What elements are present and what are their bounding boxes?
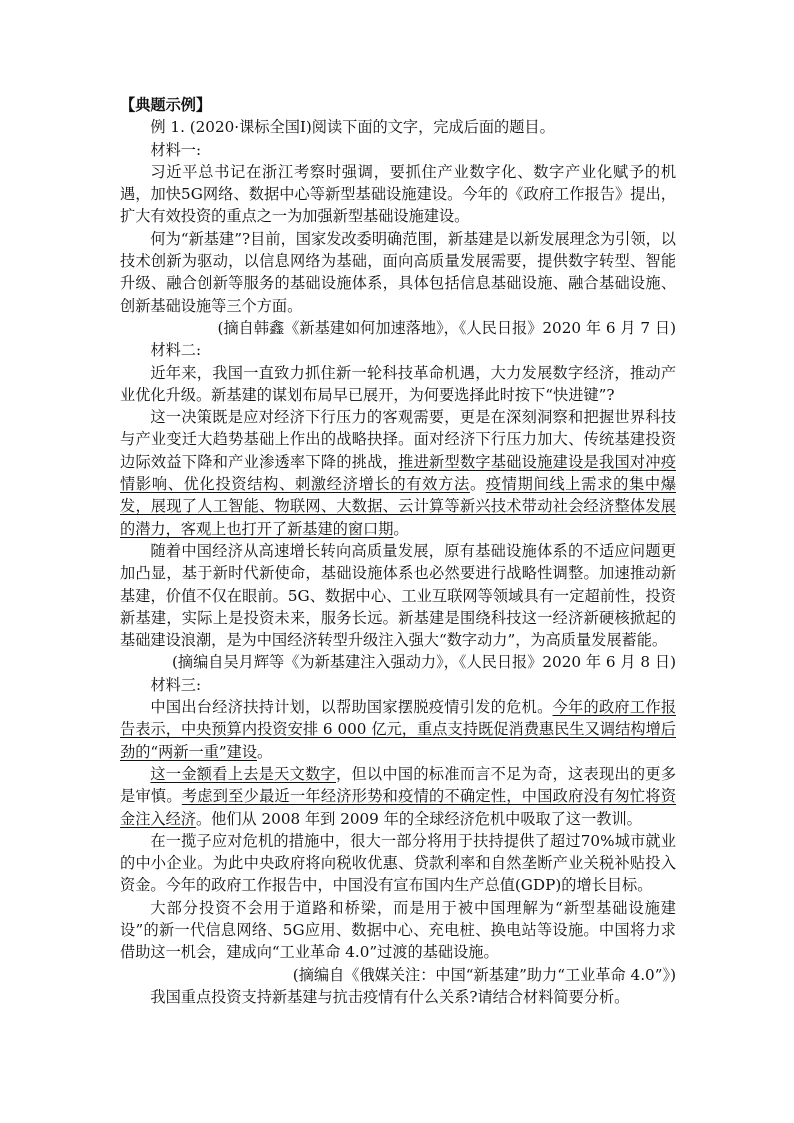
material-3-paragraph-3: 在一揽子应对危机的措施中，很大一部分将用于扶持提供了超过70%城市就业的中小企业。为此中央政府将向税收优惠、贷款利率和自然垄断产业关税补贴投入资金。今年的政府工作报告中，中国没有宣布国内生产总值(GDP)的增长目标。 [120, 831, 676, 895]
text-run: 。 [469, 475, 486, 494]
material-1-source: (摘自韩鑫《新基建如何加速落地》，《人民日报》2020 年 6 月 7 日) [217, 318, 676, 337]
text-run: 。 [257, 742, 273, 761]
material-3-label: 材料三: [150, 675, 202, 694]
material-3-paragraph-4: 大部分投资不会用于道路和桥梁，而是用于被中国理解为“新型基础设施建设”的新一代信息网络、5G应用、数据中心、充电桩、换电站等设施。中国将力求借助这一机会，建成向“工业革命 4.0”过渡的基础设施。 [120, 898, 676, 962]
material-2-paragraph-2 [120, 406, 676, 540]
underlined-text: 疫情期间线上需求的集中爆发，展现了人工智能、物联网、大数据、云计算等新兴技术带动社会经济整体发展的潜力，客观上也打开了新基建的窗口期 [120, 475, 676, 538]
example-line: 例 1. (2020·课标全国Ⅰ)阅读下面的文字，完成后面的题目。 [150, 118, 555, 137]
question-text: 我国重点投资支持新基建与抗击疫情有什么关系?请结合材料简要分析。 [150, 987, 630, 1006]
text-run: 。他们从 2008 年到 2009 年的全球经济危机中吸取了这一教训。 [195, 809, 642, 828]
underlined-text: 这一金额看上去是天文数字 [150, 764, 336, 783]
material-3-paragraph-2 [120, 763, 676, 830]
material-1-paragraph-2: 何为“新基建”?目前，国家发改委明确范围，新基建是以新发展理念为引领，以技术创新为驱动，以信息网络为基础，面向高质量发展需要，提供数字转型、智能升级、融合创新等服务的基础设施体系，具体包括信息基础设施、融合基础设施、创新基础设施等三个方面。 [120, 229, 676, 315]
underlined-text: 推进新型数字基础设施建设是我国对冲疫情影响、优化投资结构、刺激经济增长的有效方法 [120, 452, 677, 494]
text-run: ，但以中国的标准而言不足为奇，这表现出的更多是审慎 [120, 764, 677, 806]
material-2-paragraph-3: 随着中国经济从高速增长转向高质量发展，原有基础设施体系的不适应问题更加凸显，基于新时代新使命，基础设施体系也必然要进行战略性调整。加速推动新基建，价值不仅在眼前。5G、数据中心、工业互联网等领域具有一定超前性，投资新基建，实际上是投资未来，服务长远。新基建是围绕科技这一经济新硬核掀起的基础建设浪潮，是为中国经济转型升级注入强大“数字动力”，为高质量发展蓄能。 [120, 541, 676, 650]
material-2-source: (摘编自吴月辉等《为新基建注入强动力》，《人民日报》2020 年 6 月 8 日) [171, 653, 676, 672]
text-run: 中国出台经济扶持计划，以帮助国家摆脱疫情引发的危机。 [150, 698, 553, 717]
material-2-paragraph-1: 近年来，我国一直致力抓住新一轮科技革命机遇，大力发展数字经济，推动产业优化升级。新基建的谋划布局早已展开，为何要选择此时按下“快进键”? [120, 363, 676, 404]
text-run: 。 [166, 787, 182, 806]
material-1-paragraph-1: 习近平总书记在浙江考察时强调，要抓住产业数字化、数字产业化赋予的机遇，加快5G网络、数据中心等新型基础设施建设。今年的《政府工作报告》提出，扩大有效投资的重点之一为加强新型基础设施建设。 [120, 162, 676, 226]
material-2-label: 材料二: [150, 341, 202, 360]
text-run: 这一决策既是应对经济下行压力的客观需要，更是在深刻洞察和把握世界科技与产业变迁大趋势基础上作出的战略抉择。面对经济下行压力加大、传统基建投资边际效益下降和产业渗透率下降的挑战， [120, 408, 676, 471]
document-page [120, 94, 676, 1008]
material-1-label: 材料一: [150, 140, 202, 159]
text-run: 。 [393, 519, 409, 538]
material-3-source: (摘编自《俄媒关注：中国“新基建”助力“工业革命 4.0”》) [292, 965, 676, 984]
underlined-text: 考虑到至少最近一年经济形势和疫情的不确定性，中国政府没有匆忙将资金注入经济 [120, 787, 677, 828]
section-heading: 【典题示例】 [120, 96, 212, 114]
material-3-paragraph-1 [120, 696, 676, 763]
underlined-text: 今年的政府工作报告表示，中央预算内投资安排 6 000 亿元，重点支持既促消费惠民生又调结构增后劲的“两新一重”建设 [120, 698, 677, 761]
